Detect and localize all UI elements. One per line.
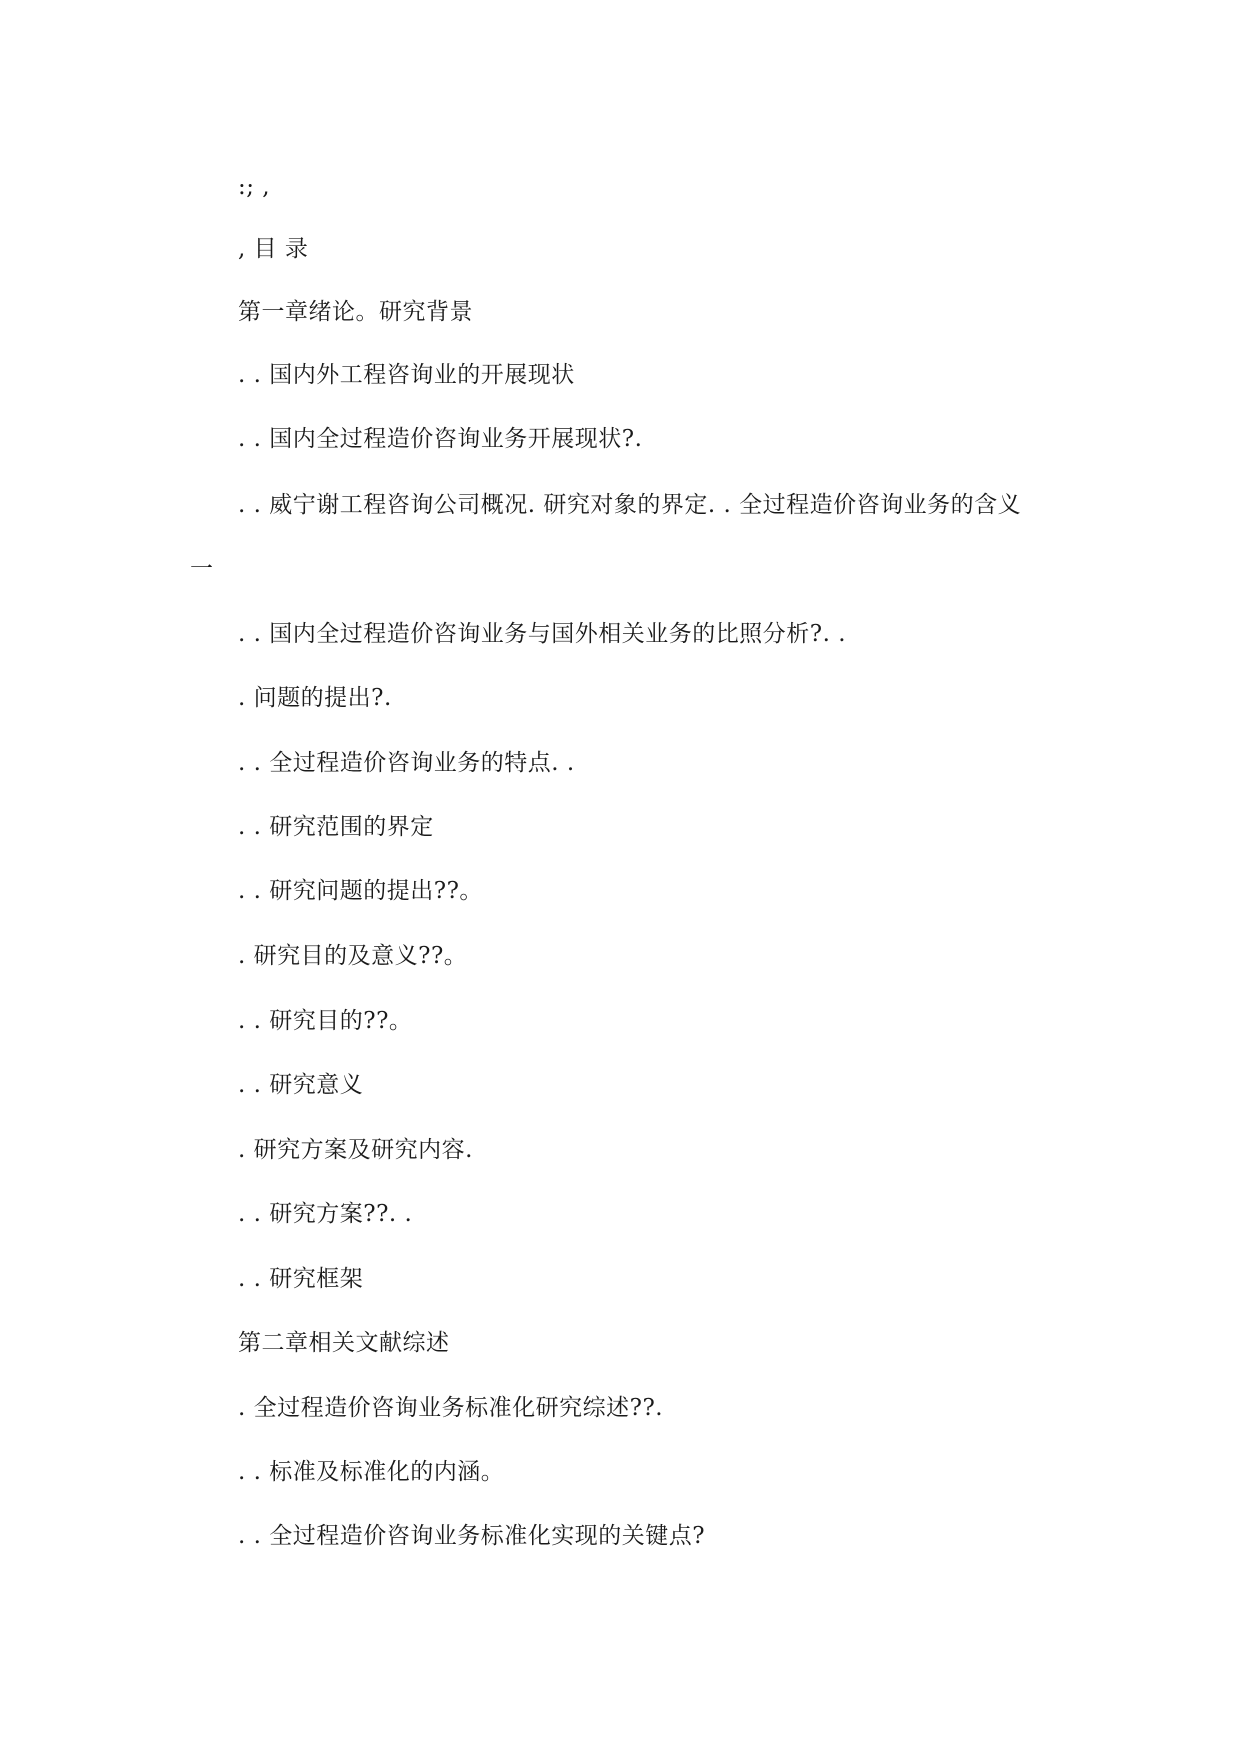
toc-entry: . . 全过程造价咨询业务的特点. . <box>238 750 575 776</box>
toc-entry: . 全过程造价咨询业务标准化研究综述??. <box>238 1395 664 1421</box>
toc-entry: 第一章绪论。研究背景 <box>238 299 473 325</box>
toc-entry: . 研究方案及研究内容. <box>238 1137 473 1163</box>
toc-entry: . 问题的提出?. <box>238 685 392 711</box>
toc-entry: . . 研究问题的提出??。 <box>238 878 483 904</box>
toc-entry: . . 全过程造价咨询业务标准化实现的关键点? <box>238 1523 706 1549</box>
toc-entry: . . 威宁谢工程咨询公司概况. 研究对象的界定. . 全过程造价咨询业务的含义 <box>238 492 1022 518</box>
toc-title: , 目 录 <box>238 236 309 262</box>
toc-entry: . . 国内外工程咨询业的开展现状 <box>238 362 575 388</box>
toc-entry: . . 研究意义 <box>238 1072 364 1098</box>
toc-entry: . . 研究范围的界定 <box>238 814 434 840</box>
toc-entry: 第二章相关文献综述 <box>238 1330 450 1356</box>
toc-entry: . 研究目的及意义??。 <box>238 943 468 969</box>
header-fragment: :; , <box>238 174 271 200</box>
toc-entry: . . 研究框架 <box>238 1266 364 1292</box>
toc-entry: . . 研究目的??。 <box>238 1008 413 1034</box>
toc-entry: . . 研究方案??. . <box>238 1201 413 1227</box>
toc-entry: . . 国内全过程造价咨询业务与国外相关业务的比照分析?. . <box>238 621 847 647</box>
toc-entry-continuation: 一 <box>190 556 214 582</box>
toc-entry: . . 国内全过程造价咨询业务开展现状?. <box>238 426 643 452</box>
toc-entry: . . 标准及标准化的内涵。 <box>238 1459 505 1485</box>
